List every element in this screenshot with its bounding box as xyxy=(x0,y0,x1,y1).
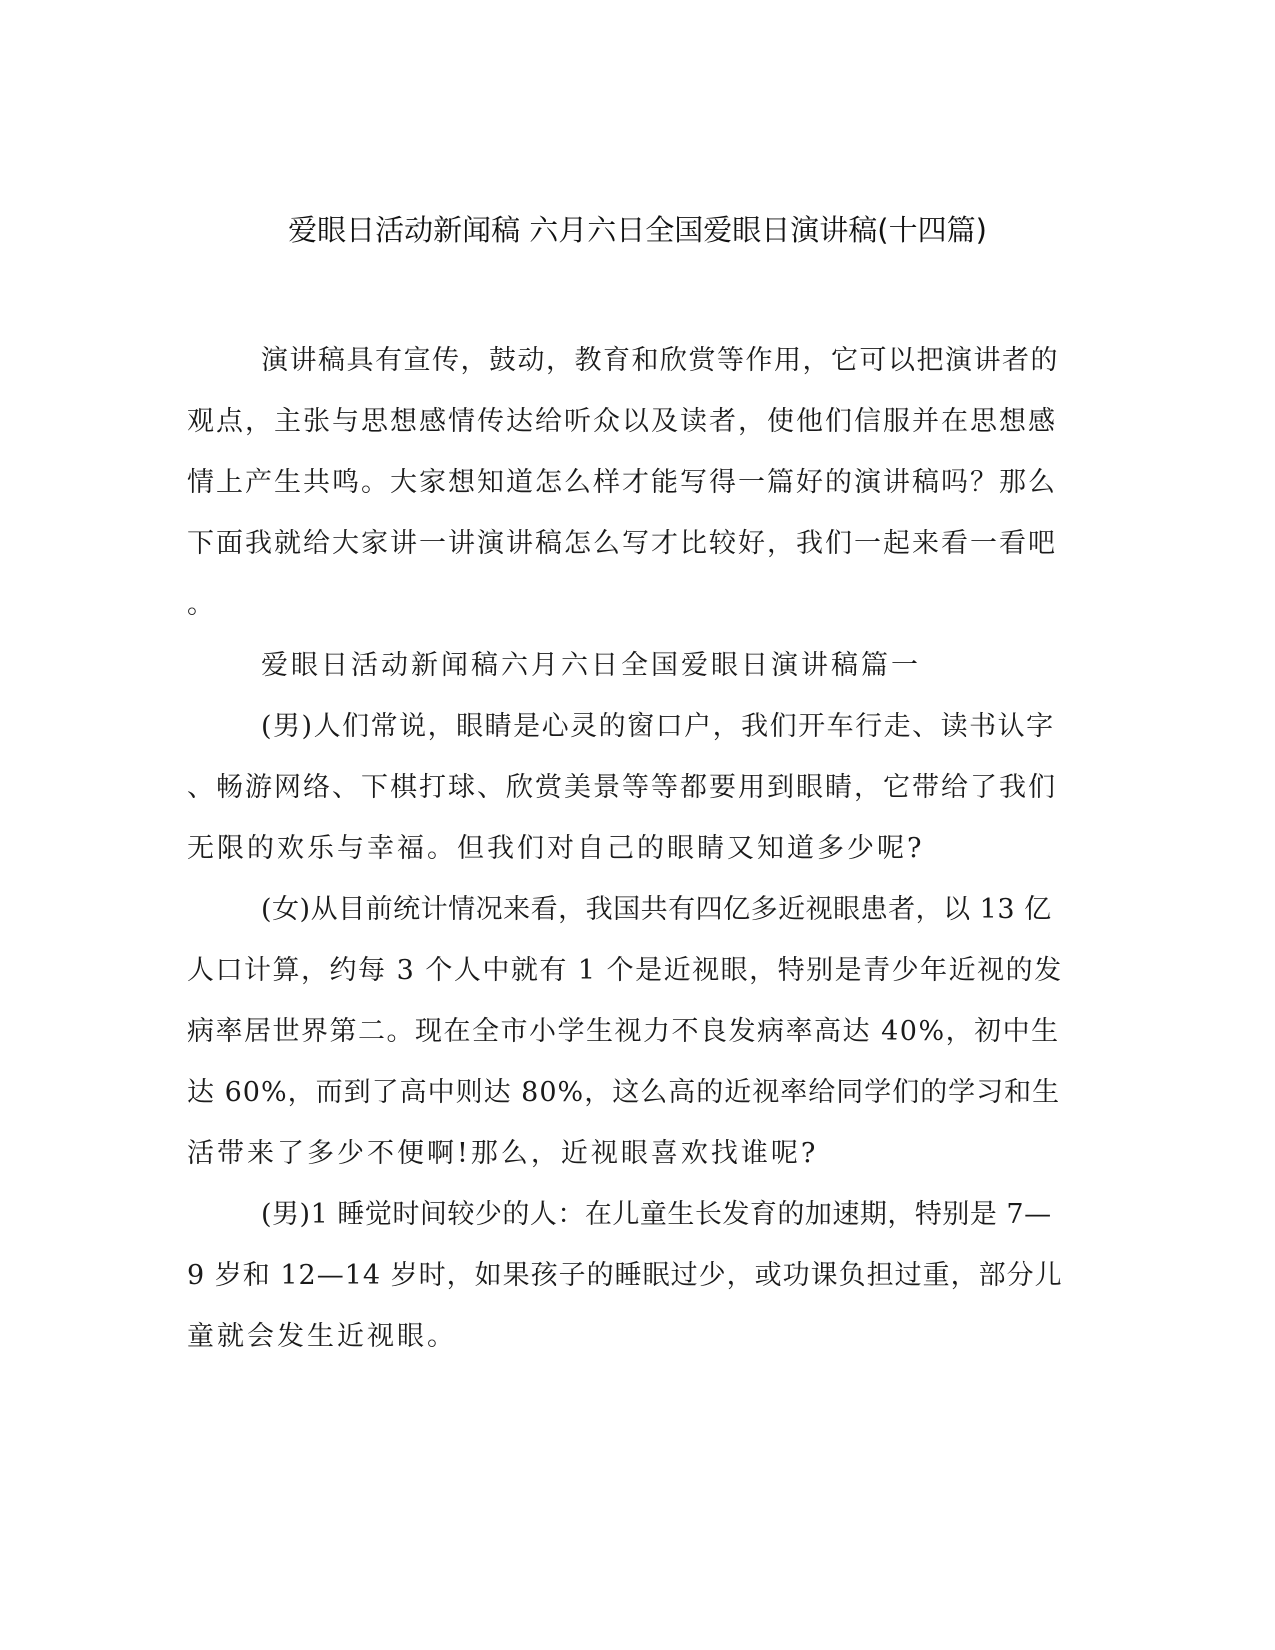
text-line: 病率居世界第二。现在全市小学生视力不良发病率高达 40%，初中生 xyxy=(187,1016,1060,1047)
text-line: (女)从目前统计情况来看，我国共有四亿多近视眼患者，以 13 亿 xyxy=(261,894,1052,925)
text-line: (男)人们常说，眼睛是心灵的窗口户，我们开车行走、读书认字 xyxy=(261,711,1055,742)
text-line: 达 60%，而到了高中则达 80%，这么高的近视率给同学们的学习和生 xyxy=(187,1077,1061,1108)
text-line: 观点，主张与思想感情传达给听众以及读者，使他们信服并在思想感 xyxy=(187,406,1057,437)
text-line: 演讲稿具有宣传，鼓动，教育和欣赏等作用，它可以把演讲者的 xyxy=(261,345,1059,376)
text-line: 情上产生共鸣。大家想知道怎么样才能写得一篇好的演讲稿吗？那么 xyxy=(187,467,1057,498)
page-title: 爱眼日活动新闻稿 六月六日全国爱眼日演讲稿(十四篇) xyxy=(288,213,987,247)
body-text xyxy=(187,330,1067,1367)
text-line: 人口计算，约每 3 个人中就有 1 个是近视眼，特别是青少年近视的发 xyxy=(187,955,1063,986)
text-line: 9 岁和 12—14 岁时，如果孩子的睡眠过少，或功课负担过重，部分儿 xyxy=(187,1260,1063,1291)
text-line: 童就会发生近视眼。 xyxy=(187,1321,457,1352)
text-line: 无限的欢乐与幸福。但我们对自己的眼睛又知道多少呢? xyxy=(187,833,925,864)
text-line: (男)1 睡觉时间较少的人：在儿童生长发育的加速期，特别是 7— xyxy=(261,1199,1052,1230)
text-line: 、畅游网络、下棋打球、欣赏美景等等都要用到眼睛，它带给了我们 xyxy=(187,772,1057,803)
text-line: 。 xyxy=(187,589,217,620)
text-line: 下面我就给大家讲一讲演讲稿怎么写才比较好，我们一起来看一看吧 xyxy=(187,528,1057,559)
text-line: 活带来了多少不便啊!那么，近视眼喜欢找谁呢? xyxy=(187,1138,819,1169)
text-line: 爱眼日活动新闻稿六月六日全国爱眼日演讲稿篇一 xyxy=(261,650,921,681)
